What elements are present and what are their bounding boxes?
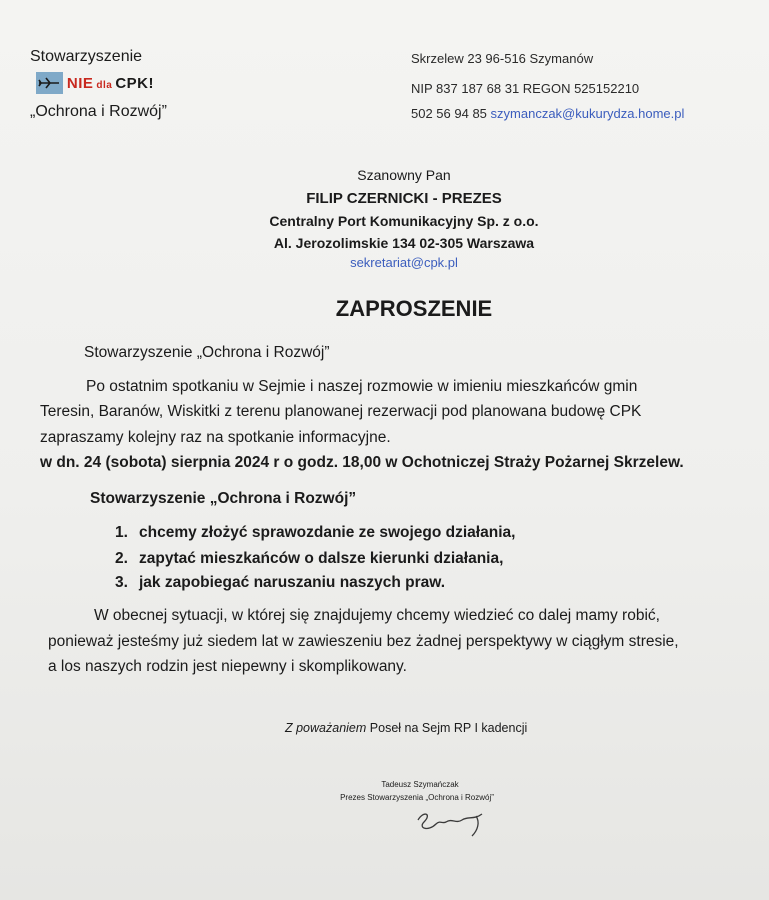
body-paragraph-2-line-1: Po ostatnim spotkaniu w Sejmie i naszej rozmowie w imieniu mieszkańców gmin (86, 378, 638, 395)
body-paragraph-4-line-2: ponieważ jesteśmy już siedem lat w zawieszeniu bez żadnej perspektywy w ciągłym stresie, (48, 633, 679, 650)
org-email-link[interactable]: szymanczak@kukurydza.home.pl (490, 106, 685, 121)
closing-regards: Z poważaniem (285, 721, 367, 735)
signatory-name: Tadeusz Szymańczak (381, 780, 459, 789)
addressee-name: FILIP CZERNICKI - PREZES (306, 190, 502, 207)
handwritten-signature (410, 802, 500, 842)
addressee-street: Al. Jerozolimskie 134 02-305 Warszawa (273, 235, 535, 251)
list-item-text: jak zapobiegać naruszaniu naszych praw. (139, 574, 446, 591)
list-item (115, 524, 515, 542)
org-phone: 502 56 94 85 (411, 106, 487, 121)
signatory-role: Prezes Stowarzyszenia „Ochrona i Rozwój” (340, 793, 494, 802)
list-item-text: chcemy złożyć sprawozdanie ze swojego działania, (139, 524, 516, 541)
list-item-number: 1. (115, 524, 128, 541)
list-item-number: 2. (115, 550, 128, 567)
body-paragraph-1: Stowarzyszenie „Ochrona i Rozwój” (84, 344, 330, 361)
list-item-number: 3. (115, 574, 128, 591)
closing-title: Poseł na Sejm RP I kadencji (369, 721, 528, 735)
body-paragraph-4-line-1: W obecnej sytuacji, w której się znajdujemy chcemy wiedzieć co dalej mamy robić, (94, 607, 660, 624)
addressee-salutation: Szanowny Pan (357, 167, 451, 183)
body-paragraph-2-line-2: Teresin, Baranów, Wiskitki z terenu planowanej rezerwacji pod planowana budowę CPK (40, 403, 642, 420)
org-name: Stowarzyszenie (30, 48, 143, 65)
list-item (115, 574, 445, 592)
meeting-date-line: w dn. 24 (sobota) sierpnia 2024 r o godz. 18,00 w Ochotniczej Straży Pożarnej Skrzelew. (40, 454, 684, 471)
airplane-icon (36, 72, 63, 94)
body-paragraph-2-line-3: zapraszamy kolejny raz na spotkanie informacyjne. (40, 429, 391, 446)
body-paragraph-3: Stowarzyszenie „Ochrona i Rozwój” (90, 490, 357, 507)
list-item (115, 550, 503, 568)
list-item-text: zapytać mieszkańców o dalsze kierunki działania, (139, 550, 504, 567)
closing-line (285, 721, 527, 735)
addressee-company: Centralny Port Komunikacyjny Sp. z o.o. (269, 213, 539, 229)
org-logo (36, 72, 154, 94)
org-contact (411, 106, 684, 121)
body-paragraph-4-line-3: a los naszych rodzin jest niepewny i skomplikowany. (48, 658, 407, 675)
org-address: Skrzelew 23 96-516 Szymanów (411, 51, 594, 66)
letter-title: ZAPROSZENIE (335, 296, 493, 321)
org-nip-regon: NIP 837 187 68 31 REGON 525152210 (411, 81, 640, 96)
org-subtitle: „Ochrona i Rozwój” (30, 103, 167, 120)
logo-wordmark: NIE dla CPK! (66, 74, 154, 92)
addressee-email-link[interactable]: sekretariat@cpk.pl (350, 255, 458, 270)
